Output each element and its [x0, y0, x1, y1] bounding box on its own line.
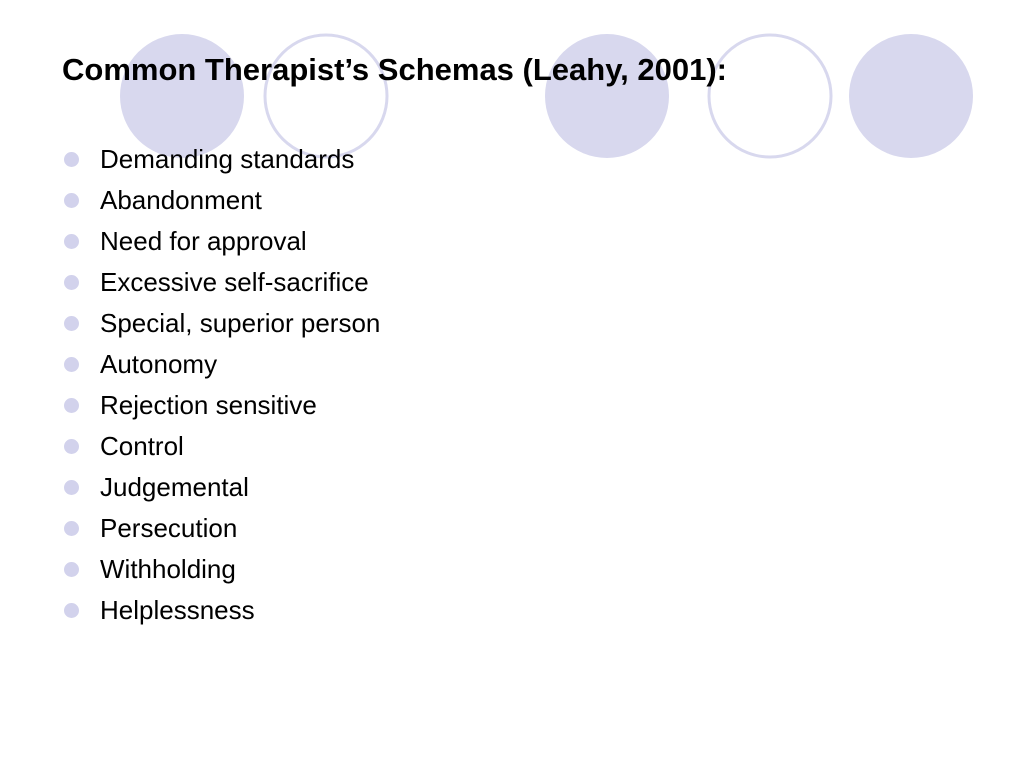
- bullet-icon: [64, 398, 79, 413]
- bullet-icon: [64, 603, 79, 618]
- list-item-text: Excessive self-sacrifice: [100, 267, 369, 297]
- filled-circle: [849, 34, 973, 158]
- list-item-text: Control: [100, 431, 184, 461]
- list-item: [64, 344, 380, 385]
- list-item-text: Special, superior person: [100, 308, 381, 338]
- bullet-icon: [64, 521, 79, 536]
- bullet-icon: [64, 439, 79, 454]
- bullet-icon: [64, 316, 79, 331]
- list-item: [64, 139, 380, 180]
- bullet-icon: [64, 480, 79, 495]
- list-item-text: Demanding standards: [100, 144, 355, 174]
- list-item-text: Abandonment: [100, 185, 262, 215]
- bullet-icon: [64, 234, 79, 249]
- list-item: [64, 262, 380, 303]
- list-item: [64, 221, 380, 262]
- list-item: [64, 180, 380, 221]
- bullet-icon: [64, 357, 79, 372]
- list-item: [64, 549, 380, 590]
- list-item-text: Rejection sensitive: [100, 390, 317, 420]
- bullet-list: [64, 139, 380, 631]
- list-item: [64, 508, 380, 549]
- list-item: [64, 385, 380, 426]
- list-item-text: Need for approval: [100, 226, 307, 256]
- list-item: [64, 590, 380, 631]
- bullet-icon: [64, 275, 79, 290]
- list-item-text: Helplessness: [100, 595, 255, 625]
- list-item: [64, 467, 380, 508]
- outlined-circle: [709, 35, 831, 157]
- bullet-icon: [64, 562, 79, 577]
- bullet-icon: [64, 152, 79, 167]
- list-item: [64, 303, 380, 344]
- list-item-text: Withholding: [100, 554, 236, 584]
- slide-title: Common Therapist’s Schemas (Leahy, 2001):: [62, 52, 727, 87]
- list-item-text: Autonomy: [100, 349, 218, 379]
- list-item-text: Judgemental: [100, 472, 249, 502]
- bullet-icon: [64, 193, 79, 208]
- list-item: [64, 426, 380, 467]
- list-item-text: Persecution: [100, 513, 238, 543]
